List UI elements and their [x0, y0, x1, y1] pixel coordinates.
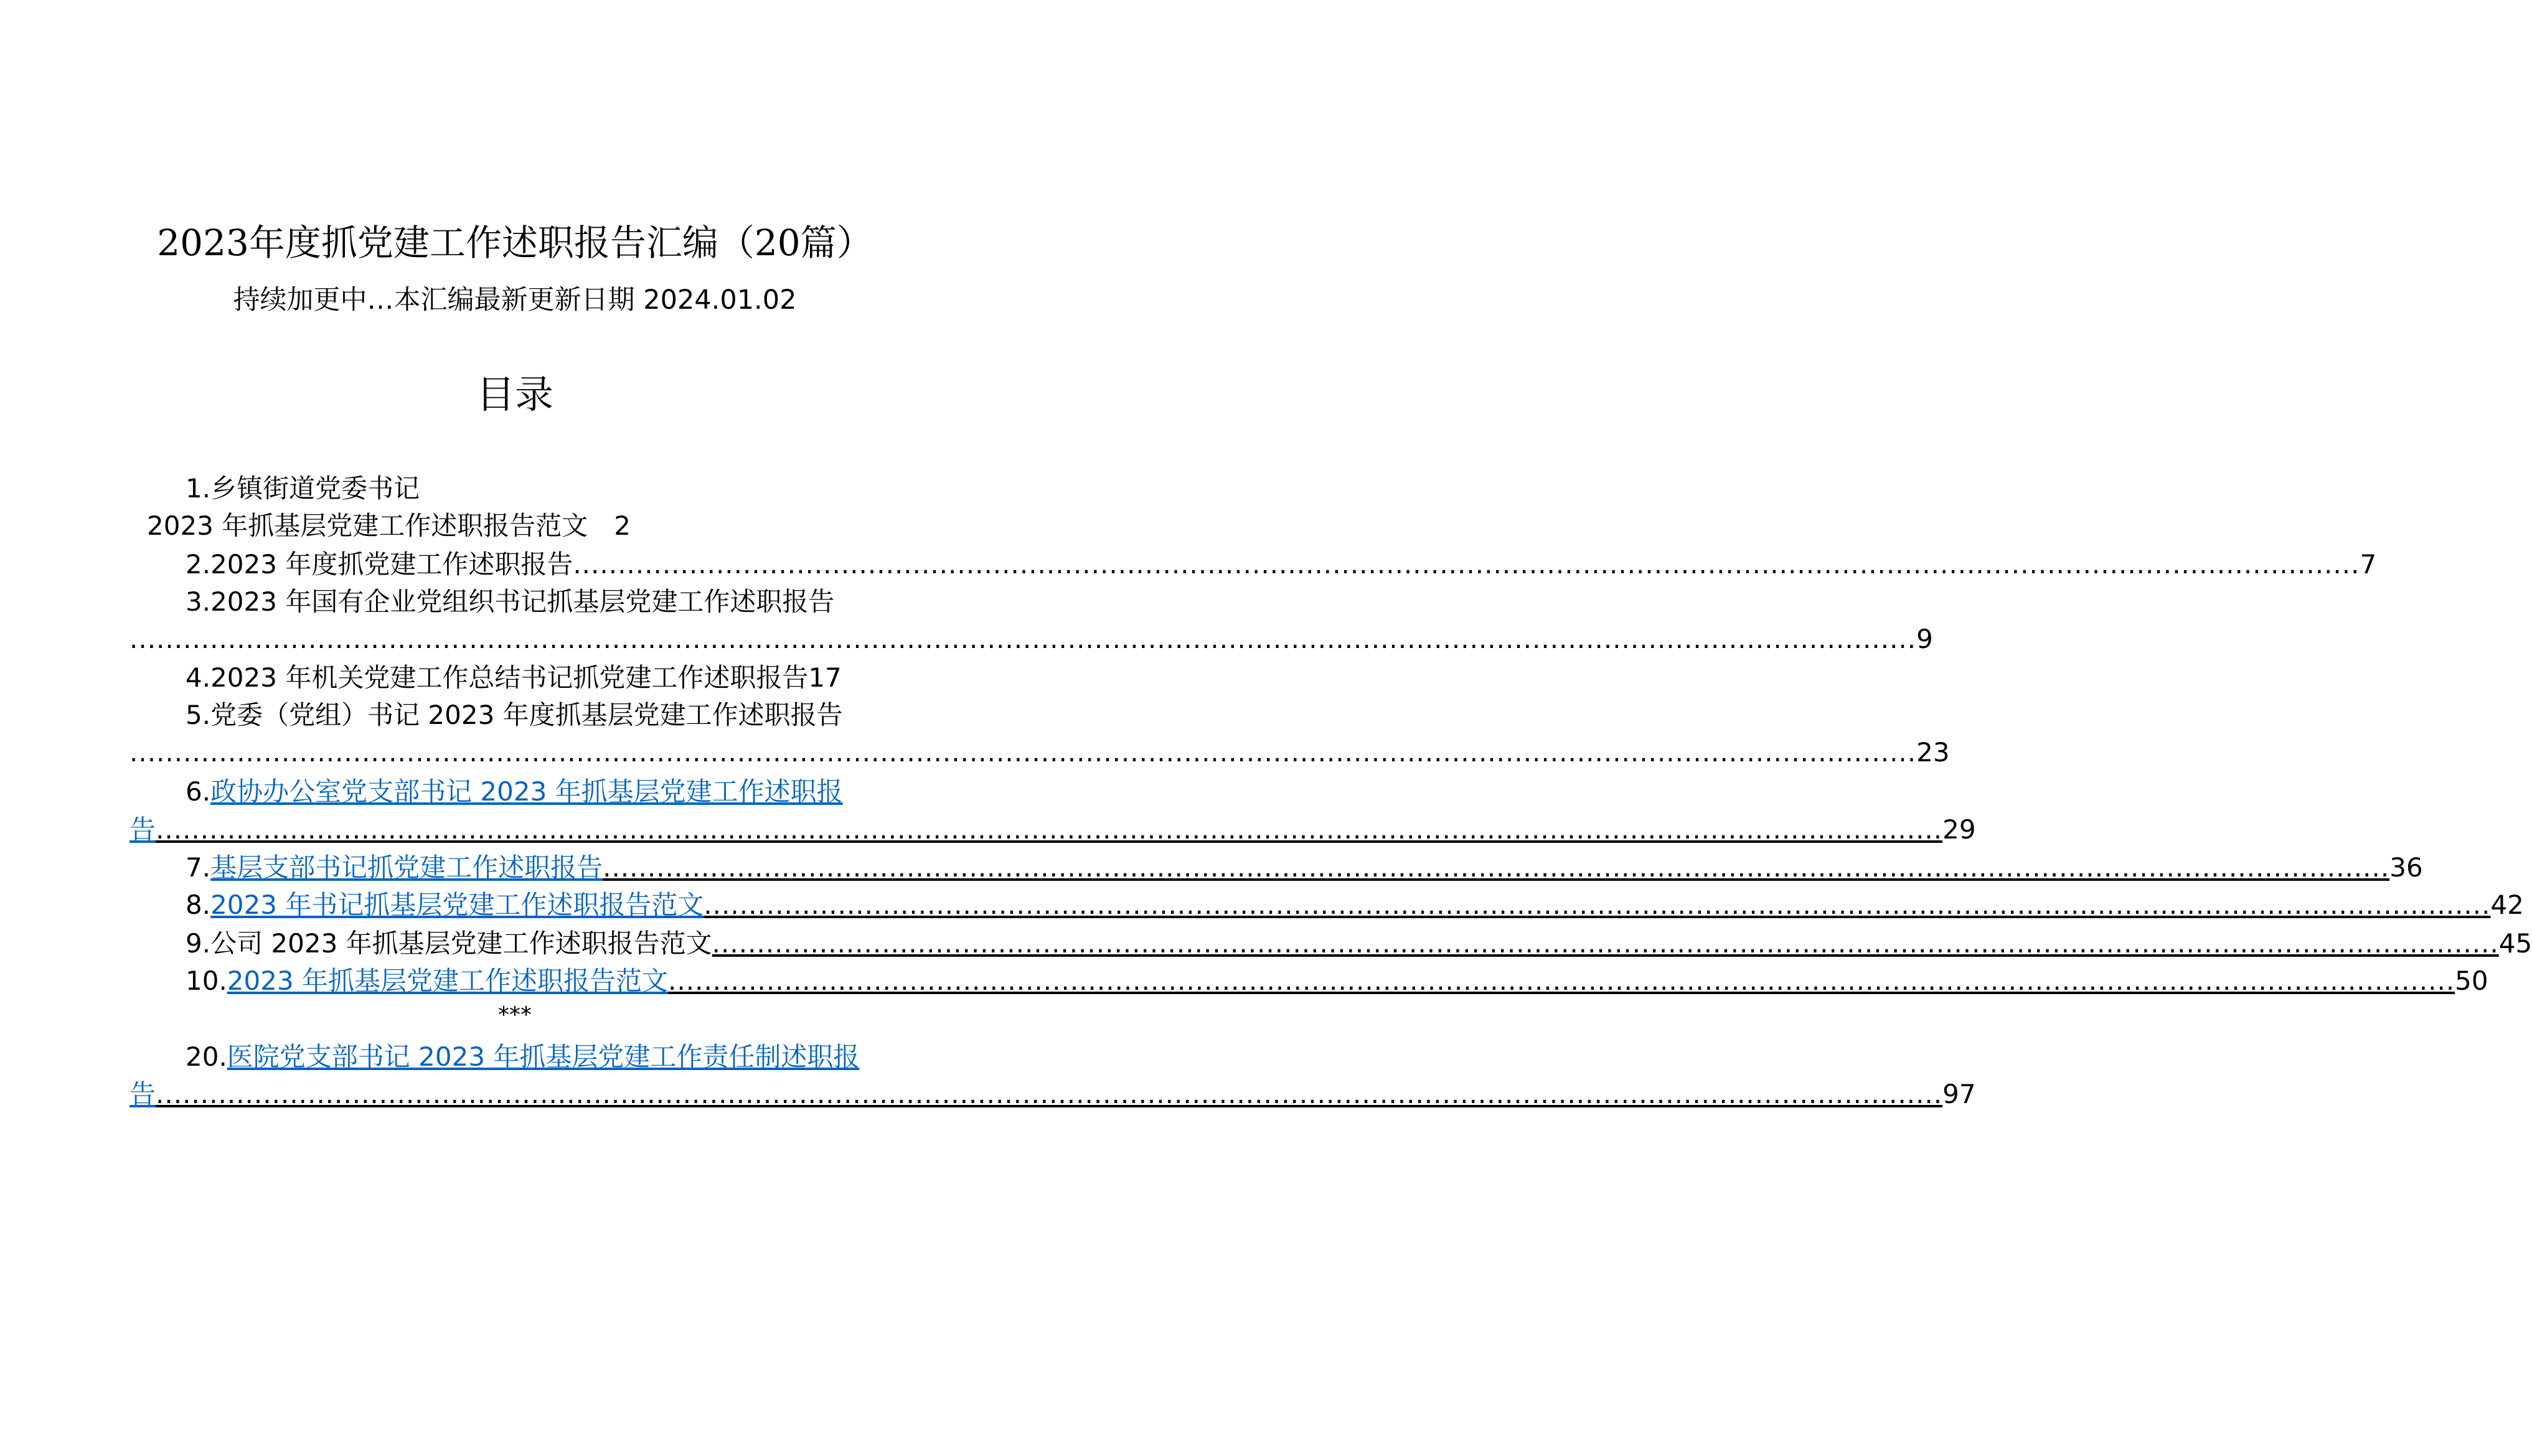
toc-entry	[186, 583, 899, 621]
toc-entry-continued	[129, 734, 1950, 771]
toc-entry	[186, 1038, 899, 1076]
separator: ***	[498, 1002, 532, 1028]
dot-leader: ........................................................................................................................................................................................................	[156, 814, 1943, 845]
entry-title-link[interactable]: 告	[129, 814, 156, 845]
page-number: 45	[2498, 928, 2532, 959]
toc-entry-continued	[129, 1076, 1976, 1113]
entry-title-link[interactable]: 政协办公室党支部书记 2023 年抓基层党建工作述职报	[210, 776, 843, 807]
entry-number: 8.	[186, 890, 211, 920]
entry-number: 2.	[186, 549, 211, 580]
entry-title-link[interactable]: 党委（党组）书记 2023 年度抓基层党建工作述职报告	[210, 700, 843, 730]
dot-leader: ........................................................................................................................................................................................................	[156, 1079, 1943, 1109]
entry-title[interactable]: 2023 年抓基层党建工作述职报告范文	[147, 510, 588, 541]
page-number: 7	[2360, 549, 2377, 580]
page-number: 17	[808, 662, 842, 693]
entry-number: 9.	[186, 928, 211, 959]
entry-title-link[interactable]: 公司 2023 年抓基层党建工作述职报告范文	[210, 928, 712, 959]
entry-number: 10.	[186, 965, 227, 996]
page-number: 2	[614, 510, 631, 541]
toc-entry	[186, 886, 2524, 924]
dot-leader: ........................................................................................................................................................................................................	[603, 852, 2390, 883]
page-number: 42	[2490, 890, 2524, 920]
toc-entry	[186, 962, 2488, 1000]
page-number: 23	[1916, 737, 1950, 768]
toc-entry	[186, 925, 2532, 962]
page-number: 50	[2455, 965, 2488, 996]
entry-title-link[interactable]: 2023 年抓基层党建工作述职报告范文	[227, 965, 669, 996]
entry-number: 5.	[186, 700, 211, 730]
toc-entry	[186, 470, 899, 507]
toc-entry	[186, 546, 2377, 583]
entry-number: 7.	[186, 852, 211, 883]
entry-title-link[interactable]: 2023 年书记抓基层党建工作述职报告范文	[210, 890, 704, 920]
toc-entry-continued	[129, 621, 1933, 658]
dot-leader: ........................................................................................................................................................................................................	[129, 624, 1917, 654]
entry-number: 20.	[186, 1041, 227, 1072]
entry-number: 1.	[186, 473, 211, 504]
page-number: 29	[1942, 814, 1976, 845]
entry-number: 6.	[186, 776, 211, 807]
document-subtitle: 持续加更中…本汇编最新更新日期 2024.01.02	[233, 284, 797, 316]
toc-entry	[186, 697, 899, 734]
page-number: 36	[2389, 852, 2423, 883]
entry-number: 4.	[186, 662, 211, 693]
dot-leader: ........................................................................................................................................................................................................	[129, 737, 1917, 768]
entry-title-link[interactable]: 2023 年机关党建工作总结书记抓党建工作述职报告	[210, 662, 809, 693]
page-number: 97	[1942, 1079, 1976, 1109]
entry-title-link[interactable]: 告	[129, 1079, 156, 1109]
dot-leader: ........................................................................................................................................................................................................	[668, 965, 2455, 996]
toc-entry	[186, 773, 899, 810]
dot-leader: ........................................................................................................................................................................................................	[704, 890, 2491, 920]
entry-number: 3.	[186, 586, 211, 617]
entry-title-link[interactable]: 2023 年国有企业党组织书记抓基层党建工作述职报告	[210, 586, 835, 617]
toc-heading: 目录	[476, 372, 553, 417]
toc-entry-continued	[129, 811, 1976, 848]
toc-entry	[186, 849, 2423, 886]
page-number: 9	[1916, 624, 1933, 654]
entry-title-link[interactable]: 2023 年度抓党建工作述职报告	[210, 549, 573, 580]
entry-title-link[interactable]: 医院党支部书记 2023 年抓基层党建工作责任制述职报	[227, 1041, 860, 1072]
entry-title[interactable]: 乡镇街道党委书记	[210, 473, 420, 504]
toc-entry	[186, 659, 899, 697]
dot-leader: ........................................................................................................................................................................................................	[712, 928, 2499, 959]
dot-leader: ........................................................................................................................................................................................................	[573, 549, 2360, 580]
entry-title-link[interactable]: 基层支部书记抓党建工作述职报告	[210, 852, 603, 883]
toc-entry-continued	[147, 507, 899, 545]
document-title: 2023年度抓党建工作述职报告汇编（20篇）	[157, 222, 873, 264]
